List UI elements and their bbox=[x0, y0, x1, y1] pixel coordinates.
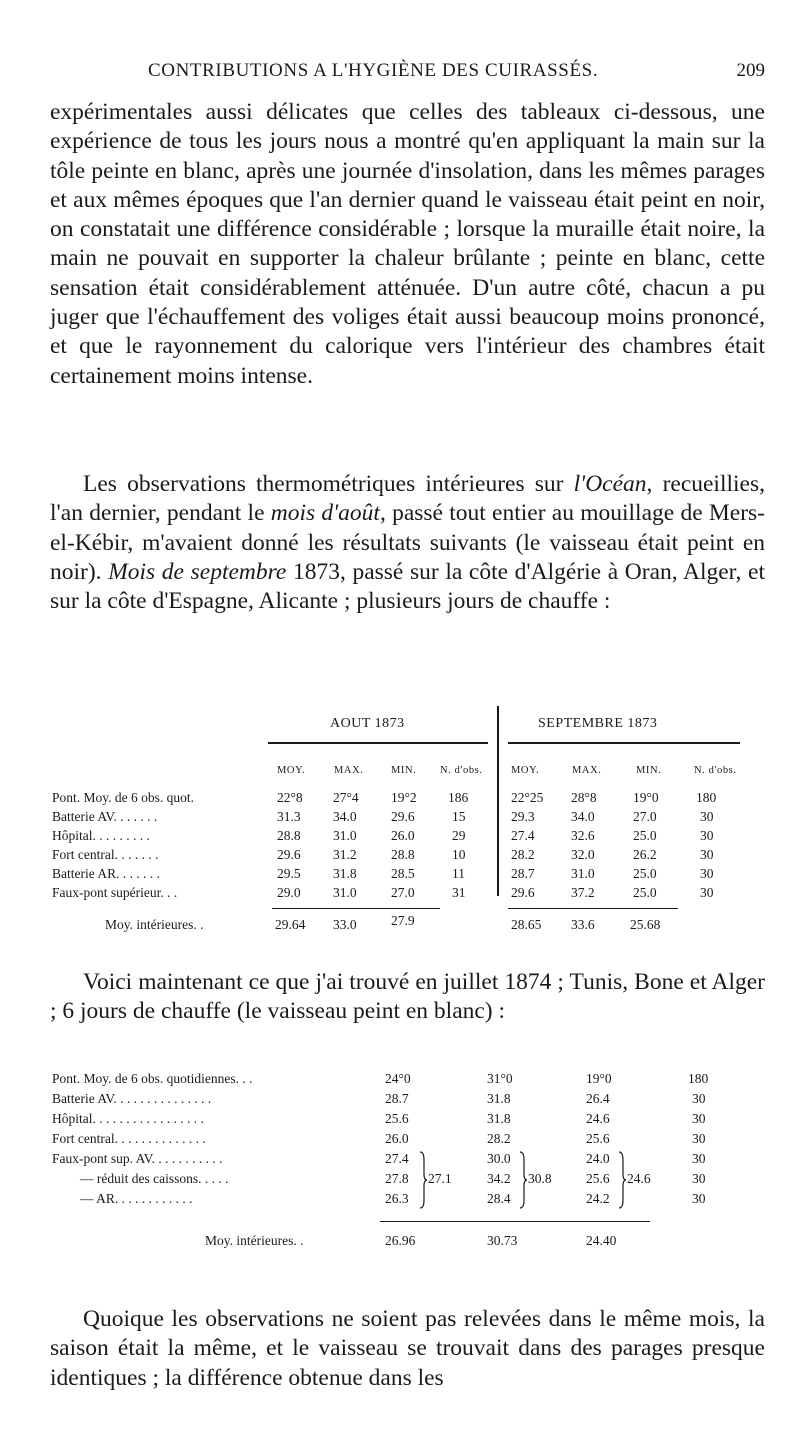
t1-cell: 30 bbox=[700, 885, 714, 900]
table1-group-sept: SEPTEMBRE 1873 bbox=[538, 716, 658, 731]
t2-cell: 30 bbox=[692, 1131, 706, 1146]
t2-cell: 31°0 bbox=[487, 1071, 513, 1086]
t2-brace-min: 24.6 bbox=[627, 1171, 651, 1186]
t2-cell: 27.4 bbox=[385, 1151, 409, 1166]
t1-cell: 26.2 bbox=[633, 847, 657, 862]
t1-avg-cell: 33.6 bbox=[571, 917, 595, 932]
t1-cell: 30 bbox=[700, 866, 714, 881]
t1-head-sept-moy: MOY. bbox=[511, 765, 540, 776]
t1-cell: 29.6 bbox=[391, 809, 415, 824]
t2-cell: 25.6 bbox=[586, 1171, 610, 1186]
t2-cell: 31.8 bbox=[487, 1091, 511, 1106]
t2-cell: 30.0 bbox=[487, 1151, 511, 1166]
month-september-italic: Mois de septembre bbox=[108, 558, 287, 585]
t2-row-label: — réduit des caissons. . . . . bbox=[80, 1171, 229, 1186]
t1-cell: 34.0 bbox=[333, 809, 357, 824]
t2-cell: 27.8 bbox=[385, 1171, 409, 1186]
t1-cell: 32.0 bbox=[571, 847, 595, 862]
t2-row-label: Faux-pont sup. AV. . . . . . . . . . . bbox=[52, 1151, 223, 1166]
t1-cell: 31.2 bbox=[333, 847, 357, 862]
t1-cell: 28.8 bbox=[277, 828, 301, 843]
t1-cell: 25.0 bbox=[633, 885, 657, 900]
t1-cell: 25.0 bbox=[633, 866, 657, 881]
paragraph-2-part-1: Les observations thermométriques intérieures sur bbox=[83, 471, 574, 497]
t2-row-label: Pont. Moy. de 6 obs. quotidiennes. . . bbox=[52, 1071, 253, 1086]
t2-cell: 28.7 bbox=[385, 1091, 409, 1106]
t1-cell: 19°0 bbox=[633, 790, 659, 805]
t2-cell: 30 bbox=[692, 1151, 706, 1166]
t1-cell: 34.0 bbox=[571, 809, 595, 824]
t1-cell: 37.2 bbox=[571, 885, 595, 900]
t1-head-aout-obs: N. d'obs. bbox=[440, 765, 483, 776]
t1-row-label: Batterie AR. . . . . . . bbox=[52, 866, 160, 881]
brace-moy-icon bbox=[418, 1150, 428, 1210]
brace-min-icon bbox=[617, 1150, 627, 1210]
t1-cell: 27.4 bbox=[511, 828, 535, 843]
t1-head-aout-moy: MOY. bbox=[277, 765, 306, 776]
running-title: CONTRIBUTIONS A L'HYGIÈNE DES CUIRASSÉS. bbox=[148, 60, 599, 81]
brace-max-icon bbox=[518, 1150, 528, 1210]
t1-cell: 31.8 bbox=[333, 866, 357, 881]
t1-cell: 29.5 bbox=[277, 866, 301, 881]
t2-cell: 25.6 bbox=[586, 1131, 610, 1146]
t2-cell: 180 bbox=[688, 1071, 709, 1086]
table1-aout-rule bbox=[268, 742, 488, 744]
t1-sum-rule-aout bbox=[272, 908, 440, 909]
t2-cell: 28.4 bbox=[487, 1191, 511, 1206]
t2-row-label: — AR. . . . . . . . . . . . bbox=[80, 1191, 193, 1206]
t2-cell: 24°0 bbox=[385, 1071, 411, 1086]
t1-cell: 26.0 bbox=[391, 828, 415, 843]
table1-group-aout: AOUT 1873 bbox=[330, 716, 405, 731]
t1-head-sept-min: MIN. bbox=[636, 765, 662, 776]
t1-cell: 31.3 bbox=[277, 809, 301, 824]
t2-cell: 31.8 bbox=[487, 1111, 511, 1126]
t2-sum-rule bbox=[380, 1221, 650, 1222]
t1-avg-cell: 27.9 bbox=[391, 913, 415, 928]
t1-cell: 27°4 bbox=[333, 790, 359, 805]
t1-cell: 11 bbox=[452, 866, 465, 881]
t2-cell: 26.3 bbox=[385, 1191, 409, 1206]
t1-row-label: Faux-pont supérieur. . . bbox=[52, 885, 178, 900]
t2-cell: 25.6 bbox=[385, 1111, 409, 1126]
t1-cell: 22°25 bbox=[511, 790, 544, 805]
t1-cell: 30 bbox=[700, 828, 714, 843]
paragraph-4: Quoique les observations ne soient pas relevées dans le même mois, la saison était la même, et le vaisseau se trouvait dans des parages presque identiques ; la différence obtenue dans les bbox=[50, 1306, 765, 1391]
t1-cell: 28.7 bbox=[511, 866, 535, 881]
t2-avg-cell: 30.73 bbox=[487, 1233, 518, 1248]
t2-cell: 30 bbox=[692, 1111, 706, 1126]
t1-head-aout-min: MIN. bbox=[391, 765, 417, 776]
t1-avg-cell: 28.65 bbox=[511, 917, 542, 932]
t1-cell: 180 bbox=[696, 790, 717, 805]
page-number: 209 bbox=[736, 60, 765, 81]
t1-cell: 22°8 bbox=[277, 790, 303, 805]
t1-cell: 32.6 bbox=[571, 828, 595, 843]
ship-name-italic: l'Océan bbox=[573, 471, 647, 497]
t2-row-label: Fort central. . . . . . . . . . . . . . bbox=[52, 1131, 206, 1146]
t2-row-label: Hôpital. . . . . . . . . . . . . . . . . bbox=[52, 1111, 204, 1126]
t1-cell: 28.2 bbox=[511, 847, 535, 862]
t2-brace-max: 30.8 bbox=[528, 1171, 552, 1186]
t1-head-sept-obs: N. d'obs. bbox=[694, 765, 737, 776]
t1-head-sept-max: MAX. bbox=[572, 765, 602, 776]
t1-cell: 28.8 bbox=[391, 847, 415, 862]
paragraph-2-part-2: , recueillies, l'an dernier, pendant le bbox=[50, 471, 765, 527]
t1-cell: 29 bbox=[452, 828, 466, 843]
t2-cell: 34.2 bbox=[487, 1171, 511, 1186]
t1-row-label: Fort central. . . . . . . bbox=[52, 847, 159, 862]
t2-cell: 26.4 bbox=[586, 1091, 610, 1106]
t1-cell: 28.5 bbox=[391, 866, 415, 881]
t1-cell: 29.6 bbox=[511, 885, 535, 900]
t2-avg-label: Moy. intérieures. . bbox=[205, 1233, 304, 1248]
paragraph-3: Voici maintenant ce que j'ai trouvé en juillet 1874 ; Tunis, Bone et Alger ; 6 jours de chauffe (le vaisseau peint en blanc) : bbox=[50, 969, 765, 1025]
t2-cell: 24.0 bbox=[586, 1151, 610, 1166]
t1-head-aout-max: MAX. bbox=[334, 765, 364, 776]
table1-sept-rule bbox=[508, 742, 740, 744]
t2-cell: 26.0 bbox=[385, 1131, 409, 1146]
t1-cell: 29.6 bbox=[277, 847, 301, 862]
t1-cell: 25.0 bbox=[633, 828, 657, 843]
t2-cell: 24.6 bbox=[586, 1111, 610, 1126]
month-august-italic: mois d'août bbox=[270, 500, 380, 527]
t1-row-label: Hôpital. . . . . . . . . bbox=[52, 828, 150, 843]
t2-avg-cell: 26.96 bbox=[385, 1233, 416, 1248]
t1-row-label: Batterie AV. . . . . . . bbox=[52, 809, 158, 824]
t1-avg-label: Moy. intérieures. . bbox=[105, 917, 204, 932]
t1-avg-cell: 29.64 bbox=[275, 917, 306, 932]
t1-cell: 27.0 bbox=[391, 885, 415, 900]
t2-avg-cell: 24.40 bbox=[586, 1233, 617, 1248]
t1-sum-rule-sept bbox=[508, 908, 678, 909]
paragraph-2-part-3: , passé tout entier au mouillage de Mers-el-Kébir, m'avaient donné les résultats suivants (le vaisseau était peint en noir). bbox=[50, 500, 765, 585]
t1-row-label: Pont. Moy. de 6 obs. quot. bbox=[52, 790, 195, 805]
t1-avg-cell: 25.68 bbox=[630, 917, 661, 932]
t1-cell: 30 bbox=[700, 809, 714, 824]
t1-cell: 31.0 bbox=[571, 866, 595, 881]
t1-avg-cell: 33.0 bbox=[333, 917, 357, 932]
t1-cell: 28°8 bbox=[571, 790, 597, 805]
paragraph-2-part-4: 1873, passé sur la côte d'Algérie à Oran, Alger, et sur la côte d'Espagne, Alicante ; plusieurs jours de chauffe : bbox=[50, 558, 765, 615]
t1-cell: 31.0 bbox=[333, 828, 357, 843]
t2-cell: 30 bbox=[692, 1171, 706, 1186]
t1-cell: 29.3 bbox=[511, 809, 535, 824]
t1-cell: 19°2 bbox=[391, 790, 417, 805]
t2-row-label: Batterie AV. . . . . . . . . . . . . . . bbox=[52, 1091, 212, 1106]
paragraph-1: expérimentales aussi délicates que celles des tableaux ci-dessous, une expérience de tous les jours nous a montré qu'en appliquant la main sur la tôle peinte en blanc, après une journée d'insolation, dans les mêmes parages et aux mêmes époques que l'an dernier quand le vaisseau était peint en noir, on constatait une différence considérable ; lorsque la muraille était noire, la main ne pouvait en supporter la chaleur brûlante ; peinte en blanc, cette sensation était considérablement atténuée. D'un autre côté, chacun a pu juger que l'échauffement des voliges était aussi beaucoup moins prononcé, et que le rayonnement du calorique vers l'intérieur des chambres était certainement moins intense. bbox=[50, 99, 765, 389]
t1-cell: 29.0 bbox=[277, 885, 301, 900]
t2-cell: 19°0 bbox=[586, 1071, 612, 1086]
t1-cell: 27.0 bbox=[633, 809, 657, 824]
t1-cell: 31 bbox=[452, 885, 466, 900]
table1-divider bbox=[497, 706, 499, 896]
t2-cell: 28.2 bbox=[487, 1131, 511, 1146]
t1-cell: 31.0 bbox=[333, 885, 357, 900]
t2-brace-moy: 27.1 bbox=[428, 1171, 452, 1186]
t1-cell: 30 bbox=[700, 847, 714, 862]
t2-cell: 30 bbox=[692, 1091, 706, 1106]
t2-cell: 30 bbox=[692, 1191, 706, 1206]
t1-cell: 10 bbox=[452, 847, 466, 862]
t1-cell: 15 bbox=[452, 809, 466, 824]
t1-cell: 186 bbox=[448, 790, 469, 805]
t2-cell: 24.2 bbox=[586, 1191, 610, 1206]
